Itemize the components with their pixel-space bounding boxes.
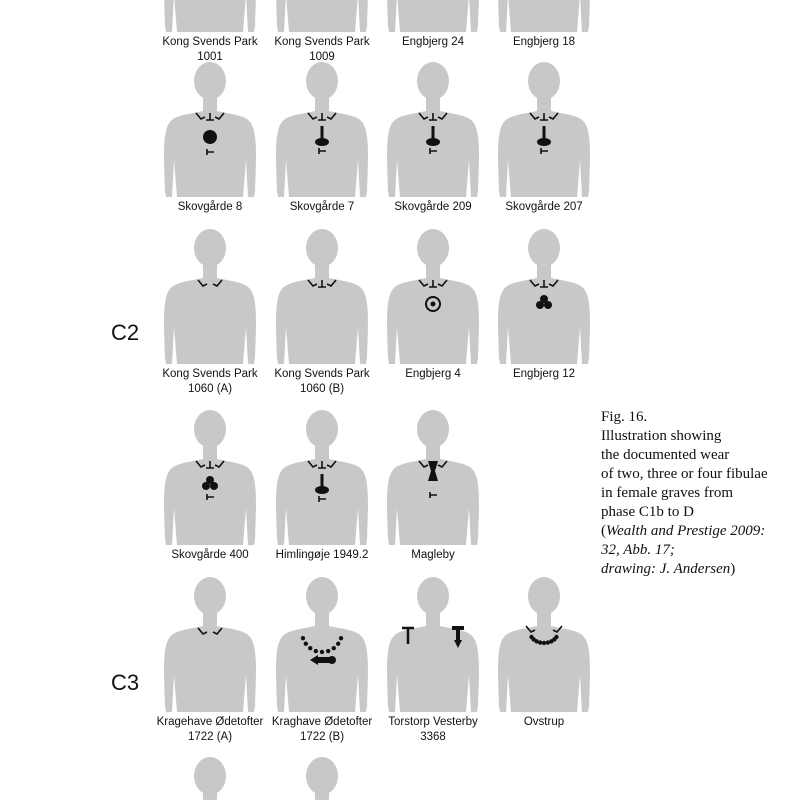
grave-name: Kong Svends Park [162,368,258,380]
torso [164,97,256,197]
grave-figure [276,757,368,800]
grave-figure [164,0,256,32]
torso [387,612,479,712]
grave-name: Skovgårde 207 [505,201,583,213]
bead [314,649,318,653]
torso [276,0,368,32]
head [194,62,226,100]
torso [276,445,368,545]
head [306,577,338,615]
caption-line-5: phase C1b to D [601,504,694,520]
caption-citation-1 [601,522,765,541]
grave-number: 1009 [309,51,335,63]
grave-name: Engbjerg 12 [512,368,576,380]
head [194,757,226,795]
torso [498,612,590,712]
head [417,410,449,448]
caption-citation-3 [601,560,735,579]
caption-label: Fig. 16. [601,409,648,425]
head [417,62,449,100]
grave-figure [498,0,590,32]
grave-figure [164,757,256,800]
head [417,577,449,615]
grave-number: 1722 (B) [299,731,345,743]
head [194,410,226,448]
grave-name: Torstorp Vesterby [388,716,478,728]
head [306,757,338,795]
citation-source: Wealth and Prestige 2009: [606,523,766,539]
grave-figure [164,410,256,545]
phase-label-c2: C2 [111,320,140,345]
torso [387,264,479,364]
grave-number: 1060 (B) [299,383,345,395]
grave-name: Magleby [411,549,455,561]
swastika-center [431,302,436,307]
grave-figure [276,62,368,197]
grave-figure [276,229,368,364]
bead [308,646,312,650]
caption-citation-2: 32, Abb. 17; [601,542,675,558]
grave-figure [164,229,256,364]
bead [336,642,340,646]
torso [498,0,590,32]
bead [332,646,336,650]
caption-line-3: of two, three or four fibulae [601,466,768,482]
citation-close-paren: ) [730,561,736,577]
arrow-end [328,656,336,664]
bead [339,636,343,640]
grave-figure [498,577,590,712]
head [194,577,226,615]
grave-figure [387,229,479,364]
grave-figure [387,577,479,712]
grave-name: Kraghave Ødetofter [271,716,373,728]
bead [554,635,558,639]
torso [498,97,590,197]
grave-name: Himlingøje 1949.2 [275,549,369,561]
head [417,229,449,267]
trefoil-lobe [544,301,552,309]
grave-figure [276,410,368,545]
head [306,62,338,100]
grave-name: Engbjerg 4 [405,368,461,380]
grave-name: Kong Svends Park [274,368,370,380]
head [306,229,338,267]
grave-name: Kragehave Ødetofter [156,716,264,728]
grave-name: Skovgårde 7 [289,201,355,213]
grave-number: 1060 (A) [187,383,233,395]
grave-number: 3368 [420,731,446,743]
head [528,62,560,100]
grave-figure [164,62,256,197]
bead [326,649,330,653]
bow-foot [315,486,329,494]
head [528,577,560,615]
grave-name: Engbjerg 18 [512,36,576,48]
grave-name: Skovgårde 209 [394,201,472,213]
grave-name: Kong Svends Park [274,36,370,48]
grave-figure [498,229,590,364]
bead [538,640,542,644]
torso [387,97,479,197]
bead [320,650,324,654]
disc-brooch [203,130,217,144]
torso [498,264,590,364]
caption-line-4: in female graves from [601,485,734,501]
head [194,229,226,267]
grave-figure [164,577,256,712]
bow-foot [426,138,440,146]
citation-open-paren: ( [601,523,606,539]
torso [164,612,256,712]
citation-drawing: drawing: J. Andersen [601,561,731,577]
torso [276,97,368,197]
trefoil-lobe [536,301,544,309]
bead [301,636,305,640]
grave-figure [498,62,590,197]
bead [542,641,546,645]
bead [304,642,308,646]
torso [164,0,256,32]
head [306,410,338,448]
grave-figure [276,0,368,32]
grave-figure [387,62,479,197]
grave-number: 1001 [197,51,223,63]
head [528,229,560,267]
phase-label-c3: C3 [111,670,140,695]
trefoil-lobe [202,482,210,490]
grave-figure [387,410,479,545]
trefoil-lobe [210,482,218,490]
grave-figure [387,0,479,32]
grave-name: Skovgårde 8 [177,201,243,213]
grave-name: Skovgårde 400 [171,549,249,561]
torso [164,264,256,364]
grave-name: Kong Svends Park [162,36,258,48]
bow-foot [537,138,551,146]
torso [164,792,256,800]
caption-line-2: the documented wear [601,447,730,463]
torso [164,445,256,545]
torso [387,0,479,32]
grave-number: 1722 (A) [187,731,233,743]
grave-name: Ovstrup [523,716,565,728]
grave-name: Engbjerg 24 [401,36,465,48]
caption-line-1: Illustration showing [601,428,722,444]
bow-foot [315,138,329,146]
torso [276,264,368,364]
grave-figure [276,577,368,712]
torso [276,792,368,800]
